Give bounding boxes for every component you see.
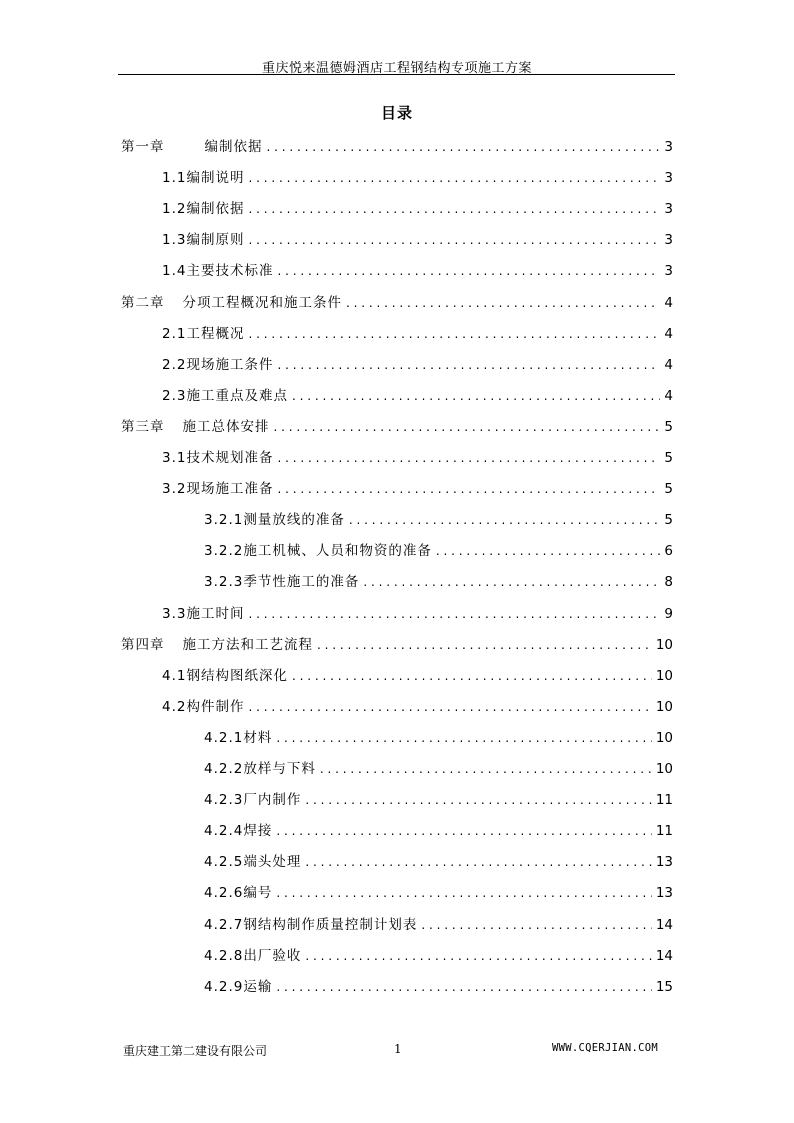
toc-entry-text: 施工时间: [186, 605, 245, 622]
toc-entry-text: 钢结构图纸深化: [186, 667, 288, 684]
header-divider: [118, 74, 675, 75]
toc-entry-number: 4.2.7: [204, 916, 244, 933]
toc-entry-label: [204, 511, 345, 529]
toc-entry-text: 施工机械、人员和物资的准备: [243, 543, 432, 560]
toc-entry[interactable]: [162, 381, 673, 405]
footer-page-number: 1: [394, 1042, 402, 1056]
toc-entry-number: 4.2.5: [204, 854, 244, 871]
toc-entry-page: 3: [664, 201, 673, 218]
toc-entry-text: 分项工程概况和施工条件: [182, 294, 342, 311]
toc-entry[interactable]: [162, 350, 673, 374]
toc-entry-number: 4.2.1: [204, 729, 244, 746]
toc-entry[interactable]: [162, 443, 673, 467]
toc-entry[interactable]: [204, 785, 673, 809]
toc-entry[interactable]: [204, 723, 673, 747]
toc-entry-label: [204, 760, 316, 778]
toc-dot-leader: [305, 791, 651, 809]
toc-entry[interactable]: [162, 474, 673, 498]
toc-entry-page: 14: [655, 947, 673, 964]
toc-entry-page: 10: [655, 636, 673, 653]
toc-entry-page: 5: [664, 512, 673, 529]
toc-entry-text: 焊接: [243, 823, 273, 840]
toc-dot-leader: [276, 822, 651, 840]
toc-entry-number: 4.2.2: [204, 761, 244, 777]
toc-entry-number: 3.2.2: [204, 543, 244, 560]
toc-entry-label: [162, 698, 244, 716]
toc-entry-text: 运输: [243, 978, 273, 995]
toc-entry-page: 4: [664, 325, 673, 342]
toc-entry-page: 11: [655, 792, 673, 809]
toc-entry-page: 5: [664, 481, 673, 498]
toc-entry-number: 1.3: [162, 232, 187, 249]
toc-entry-number: 第四章: [121, 636, 165, 653]
toc-entry-page: 15: [655, 978, 673, 995]
toc-entry-page: 6: [664, 543, 673, 560]
toc-entry-number: 3.1: [162, 450, 187, 466]
toc-entry-label: [204, 916, 417, 934]
toc-entry-number: 1.4: [162, 263, 187, 280]
toc-entry-text: 工程概况: [186, 325, 245, 342]
toc-entry-page: 10: [655, 761, 673, 777]
toc-dot-leader: [305, 947, 651, 965]
toc-dot-leader: [305, 853, 651, 871]
toc-entry-text: 出厂验收: [243, 947, 302, 964]
toc-entry[interactable]: [162, 163, 673, 187]
toc-entry-number: 3.2.3: [204, 574, 244, 591]
toc-entry-label: [204, 853, 301, 871]
toc-entry-text: 编制原则: [186, 232, 245, 249]
toc-dot-leader: [421, 916, 651, 934]
toc-entry-number: 4.2.8: [204, 947, 244, 964]
toc-entry-number: 2.3: [162, 387, 187, 404]
toc-entry[interactable]: [204, 754, 673, 778]
toc-entry-page: 3: [664, 170, 673, 187]
toc-entry-text: 编号: [243, 885, 273, 902]
toc-entry-page: 4: [664, 294, 673, 311]
toc-entry-page: 5: [664, 450, 673, 466]
toc-entry-number: 3.3: [162, 605, 187, 622]
toc-entry-number: 1.2: [162, 201, 187, 218]
toc-entry-text: 编制依据: [204, 139, 263, 155]
toc-dot-leader: [436, 542, 661, 560]
toc-entry-label: [204, 791, 301, 809]
toc-entry-label: [204, 822, 272, 840]
toc-entry-text: 厂内制作: [243, 792, 302, 809]
toc-entry-label: [162, 356, 273, 374]
toc-dot-leader: [276, 978, 651, 996]
toc-entry-text: 现场施工准备: [186, 481, 274, 498]
toc-entry[interactable]: [121, 412, 673, 436]
toc-entry-page: 9: [664, 605, 673, 622]
toc-entry[interactable]: [121, 132, 673, 156]
toc-entry[interactable]: [162, 194, 673, 218]
toc-entry-number: 4.2.9: [204, 978, 244, 995]
toc-entry[interactable]: [162, 599, 673, 623]
toc-dot-leader: [248, 325, 660, 343]
toc-entry-label: [204, 729, 272, 747]
footer-company: 重庆建工第二建设有限公司: [123, 1044, 268, 1058]
toc-entry-number: 4.2: [162, 698, 187, 715]
toc-entry-page: 3: [664, 263, 673, 280]
toc-entry[interactable]: [204, 847, 673, 871]
toc-dot-leader: [276, 729, 651, 747]
toc-entry-page: 10: [655, 729, 673, 746]
toc-entry-label: [162, 605, 244, 623]
toc-entry-page: 10: [655, 698, 673, 715]
toc-entry-number: 第三章: [121, 418, 165, 435]
toc-dot-leader: [277, 356, 660, 374]
toc-entry-number: 1.1: [162, 170, 187, 187]
toc-entry[interactable]: [204, 816, 673, 840]
toc-entry[interactable]: [121, 288, 673, 312]
toc-entry-label: [162, 480, 273, 498]
toc-entry-label: [121, 138, 263, 156]
toc-entry[interactable]: [162, 319, 673, 343]
toc-entry[interactable]: [204, 941, 673, 965]
toc-entry-text: 施工重点及难点: [186, 387, 288, 404]
toc-dot-leader: [276, 884, 651, 902]
toc-dot-leader: [248, 169, 660, 187]
toc-entry[interactable]: [162, 692, 673, 716]
toc-entry-number: 第二章: [121, 294, 165, 311]
toc-entry-label: [121, 294, 342, 312]
toc-entry-label: [162, 449, 273, 467]
toc-dot-leader: [346, 294, 660, 312]
toc-entry[interactable]: [204, 536, 673, 560]
toc-entry-text: 钢结构制作质量控制计划表: [243, 916, 418, 933]
toc-entry-number: 2.2: [162, 356, 187, 373]
toc-dot-leader: [267, 138, 661, 156]
toc-entry-label: [162, 262, 273, 280]
toc-title: 目录: [380, 104, 413, 122]
toc-entry[interactable]: [162, 661, 673, 685]
toc-dot-leader: [349, 511, 661, 529]
toc-entry[interactable]: [204, 878, 673, 902]
toc-entry-label: [162, 387, 288, 405]
toc-entry-page: 5: [664, 418, 673, 435]
toc-entry-page: 3: [664, 232, 673, 249]
toc-entry-text: 材料: [243, 729, 273, 746]
toc-entry-page: 11: [655, 823, 673, 840]
toc-dot-leader: [292, 667, 652, 685]
toc-entry-label: [204, 978, 272, 996]
toc-entry[interactable]: [121, 630, 673, 654]
toc-entry-number: 4.1: [162, 667, 187, 684]
toc-entry-text: 技术规划准备: [186, 450, 274, 466]
toc-entry-label: [162, 667, 288, 685]
toc-entry-label: [162, 169, 244, 187]
toc-entry-number: 4.2.3: [204, 792, 244, 809]
toc-entry-label: [204, 947, 301, 965]
toc-entry-label: [162, 231, 244, 249]
toc-dot-leader: [248, 200, 660, 218]
toc-entry-label: [121, 636, 313, 654]
toc-entry-number: 第一章: [121, 139, 165, 155]
toc-entry-text: 现场施工条件: [186, 356, 274, 373]
toc-dot-leader: [248, 605, 660, 623]
footer-url: WWW.CQERJIAN.COM: [552, 1042, 658, 1054]
toc-entry-page: 8: [664, 574, 673, 591]
toc-entry-label: [162, 325, 244, 343]
toc-dot-leader: [277, 480, 660, 498]
toc-entry-label: [121, 418, 270, 436]
toc-entry-text: 端头处理: [243, 854, 302, 871]
toc-dot-leader: [274, 418, 661, 436]
toc-entry-text: 构件制作: [186, 698, 245, 715]
toc-entry-page: 3: [664, 139, 673, 155]
toc-entry-number: 4.2.4: [204, 823, 244, 840]
toc-entry-number: 2.1: [162, 325, 187, 342]
toc-entry-page: 13: [655, 854, 673, 871]
toc-entry-label: [204, 542, 432, 560]
toc-dot-leader: [277, 449, 660, 467]
toc-dot-leader: [292, 387, 660, 405]
toc-entry[interactable]: [162, 256, 673, 280]
toc-entry[interactable]: [204, 972, 673, 996]
toc-entry-number: 4.2.6: [204, 885, 244, 902]
toc-entry[interactable]: [204, 567, 673, 591]
toc-dot-leader: [363, 573, 660, 591]
toc-entry-label: [204, 884, 272, 902]
toc-entry-text: 编制依据: [186, 201, 245, 218]
toc-entry[interactable]: [162, 225, 673, 249]
toc-entry-text: 测量放线的准备: [243, 512, 345, 529]
toc-dot-leader: [317, 636, 652, 654]
toc-entry[interactable]: [204, 505, 673, 529]
toc-entry-page: 10: [655, 667, 673, 684]
toc-entry[interactable]: [204, 910, 673, 934]
toc-entry-text: 放样与下料: [243, 761, 316, 777]
toc-entry-label: [162, 200, 244, 218]
toc-entry-number: 3.2: [162, 481, 187, 498]
toc-entry-page: 13: [655, 885, 673, 902]
toc-entry-text: 施工方法和工艺流程: [182, 636, 313, 653]
toc-entry-text: 施工总体安排: [182, 418, 270, 435]
toc-dot-leader: [248, 231, 660, 249]
toc-entry-text: 主要技术标准: [186, 263, 274, 280]
toc-entry-label: [204, 573, 359, 591]
toc-entry-page: 4: [664, 387, 673, 404]
toc-entry-page: 14: [655, 916, 673, 933]
toc-dot-leader: [320, 760, 652, 778]
toc-dot-leader: [277, 262, 660, 280]
toc-dot-leader: [248, 698, 651, 716]
page-header-title: 重庆悦来温德姆酒店工程钢结构专项施工方案: [261, 61, 532, 76]
toc-entry-text: 季节性施工的准备: [243, 574, 360, 591]
toc-entry-page: 4: [664, 356, 673, 373]
toc-entry-number: 3.2.1: [204, 512, 244, 529]
toc-entry-text: 编制说明: [186, 170, 245, 187]
